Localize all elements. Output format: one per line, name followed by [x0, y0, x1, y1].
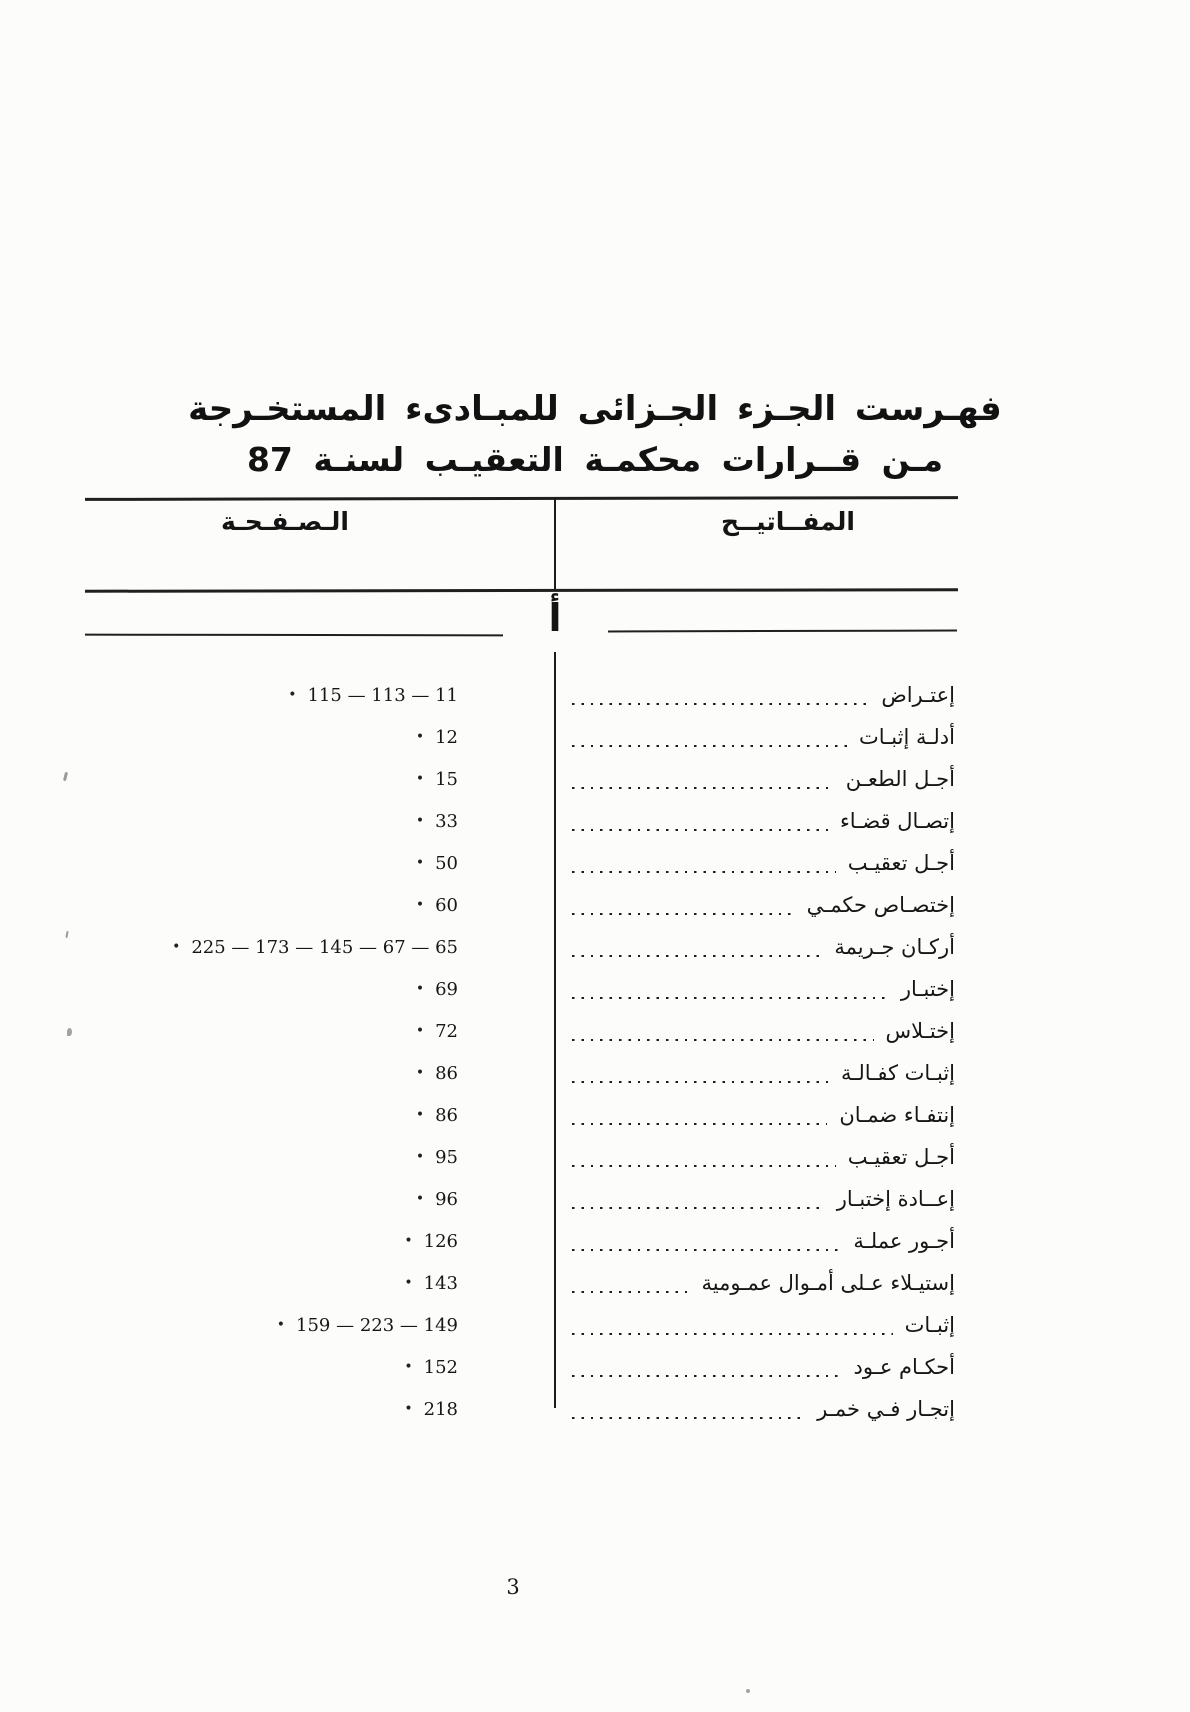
dotted-leader [572, 1417, 805, 1419]
entry-term-line [572, 758, 955, 800]
index-entry-row [0, 1136, 1190, 1178]
entry-term-line [572, 968, 955, 1010]
dotted-leader [572, 1291, 689, 1293]
bullet-dot: • [415, 1191, 425, 1207]
entry-page-numbers: 225 — 173 — 145 — 67 — 65 [191, 937, 458, 958]
entry-term-line [572, 1304, 955, 1346]
bullet-dot: • [288, 687, 297, 703]
entry-pages [85, 1178, 458, 1220]
entry-page-numbers: 69 [435, 979, 458, 1000]
entry-term: أجـل تعقيـب [847, 851, 955, 875]
entry-page-numbers: 95 [435, 1147, 458, 1168]
entry-page-numbers: 12 [435, 727, 458, 748]
scan-artifact [746, 1689, 750, 1693]
bullet-dot: • [415, 1149, 425, 1165]
index-entry-row [0, 1178, 1190, 1220]
entry-pages [85, 716, 458, 758]
index-entry-row [0, 1388, 1190, 1430]
index-entry-row [0, 968, 1190, 1010]
entry-page-numbers: 96 [435, 1189, 458, 1210]
bullet-dot: • [415, 897, 425, 913]
index-entry-row [0, 800, 1190, 842]
column-header-keys: المفــاتيــح [721, 507, 855, 536]
entry-pages [85, 1136, 458, 1178]
dotted-leader [572, 1207, 825, 1209]
index-entry-row [0, 716, 1190, 758]
entry-term-line [572, 674, 955, 716]
entry-term-line [572, 800, 955, 842]
dotted-leader [572, 1039, 874, 1041]
entry-term-line [572, 1094, 955, 1136]
dotted-leader [572, 955, 822, 957]
entry-term: إعتـراض [881, 683, 955, 707]
entry-pages [85, 1010, 458, 1052]
entry-page-numbers: 86 [435, 1063, 458, 1084]
entry-pages [85, 1052, 458, 1094]
bullet-dot: • [172, 939, 181, 955]
entry-term: أحكـام عـود [853, 1355, 955, 1379]
bullet-dot: • [415, 1107, 425, 1123]
bullet-dot: • [415, 729, 425, 745]
page-title [15, 383, 1175, 485]
entry-term: إثبـات كفـالـة [841, 1061, 955, 1085]
entry-page-numbers: 143 [423, 1273, 458, 1294]
dotted-leader [572, 829, 828, 831]
dotted-leader [572, 913, 795, 915]
section-divider-left-rule [85, 634, 503, 637]
index-entry-row [0, 1262, 1190, 1304]
entry-pages [85, 842, 458, 884]
index-entry-row [0, 674, 1190, 716]
entry-pages [85, 1304, 458, 1346]
entry-pages [85, 674, 458, 716]
index-entry-row [0, 1346, 1190, 1388]
entry-term-line [572, 842, 955, 884]
dotted-leader [572, 1081, 829, 1083]
entry-term-line [572, 1010, 955, 1052]
entry-pages [85, 968, 458, 1010]
entry-page-numbers: 218 [423, 1399, 458, 1420]
entry-pages [85, 1388, 458, 1430]
title-line-2: مـن قــرارات محكمـة التعقيـب لسنـة 87 [246, 440, 944, 479]
dotted-leader [572, 1123, 827, 1125]
index-entry-row [0, 758, 1190, 800]
entry-page-numbers: 159 — 223 — 149 [296, 1315, 458, 1336]
bullet-dot: • [415, 771, 425, 787]
table-header-bottom-rule [85, 588, 958, 593]
entry-pages [85, 1220, 458, 1262]
entry-term: إثبـات [904, 1313, 955, 1337]
entry-term-line [572, 1220, 955, 1262]
entry-term: أجـل الطعـن [845, 767, 955, 791]
entry-term-line [572, 1346, 955, 1388]
entry-term: إختصـاص حكمـي [806, 893, 955, 917]
bullet-dot: • [404, 1401, 413, 1417]
entry-term: إختـلاس [885, 1019, 955, 1043]
entry-term-line [572, 1052, 955, 1094]
entry-term: إختبـار [900, 977, 955, 1001]
entry-term-line [572, 926, 955, 968]
entry-pages [85, 926, 458, 968]
entry-term: أركـان جـريمة [834, 935, 955, 959]
column-header-page: الـصـفـحـة [221, 507, 349, 536]
dotted-leader [572, 745, 847, 747]
entry-pages [85, 1346, 458, 1388]
bullet-dot: • [415, 981, 425, 997]
entry-term: إتجـار فـي خمـر [817, 1397, 955, 1421]
entry-term-line [572, 1262, 955, 1304]
dotted-leader [572, 1165, 836, 1167]
bullet-dot: • [415, 1065, 425, 1081]
entry-page-numbers: 33 [435, 811, 458, 832]
entry-page-numbers: 15 [435, 769, 458, 790]
page-number: 3 [506, 1575, 520, 1599]
dotted-leader [572, 1375, 841, 1377]
bullet-dot: • [276, 1317, 286, 1333]
index-entry-row [0, 1052, 1190, 1094]
scan-artifact [67, 1028, 72, 1036]
entry-pages [85, 1094, 458, 1136]
bullet-dot: • [404, 1233, 413, 1249]
bullet-dot: • [415, 1023, 425, 1039]
dotted-leader [572, 703, 869, 705]
bullet-dot: • [404, 1359, 413, 1375]
entry-pages [85, 758, 458, 800]
index-entry-row [0, 884, 1190, 926]
dotted-leader [572, 871, 836, 873]
entry-page-numbers: 86 [435, 1105, 458, 1126]
entry-term: أجـل تعقيـب [847, 1145, 955, 1169]
dotted-leader [572, 787, 834, 789]
bullet-dot: • [404, 1275, 413, 1291]
entry-page-numbers: 115 — 113 — 11 [307, 685, 458, 706]
section-divider-right-rule [608, 630, 957, 633]
bullet-dot: • [415, 813, 425, 829]
index-entry-row [0, 1094, 1190, 1136]
entry-page-numbers: 126 [423, 1231, 458, 1252]
entry-pages [85, 1262, 458, 1304]
index-entry-row [0, 926, 1190, 968]
entry-page-numbers: 72 [435, 1021, 458, 1042]
entry-term: أجـور عملـة [853, 1229, 955, 1253]
entry-term: إتصـال قضـاء [839, 809, 955, 833]
entry-term: أدلـة إثبـات [858, 725, 955, 749]
index-entry-row [0, 1304, 1190, 1346]
entry-term-line [572, 1388, 955, 1430]
dotted-leader [572, 1249, 841, 1251]
title-line-1: فهـرست الجـزء الجـزائى للمبـادىء المستخـرجة [188, 389, 1002, 429]
entry-pages [85, 800, 458, 842]
entry-term-line [572, 1178, 955, 1220]
dotted-leader [572, 997, 889, 999]
index-entry-row [0, 1010, 1190, 1052]
entry-term: إستيـلاء عـلى أمـوال عمـومية [701, 1271, 955, 1295]
entry-term-line [572, 1136, 955, 1178]
entry-pages [85, 884, 458, 926]
entry-term-line [572, 716, 955, 758]
dotted-leader [572, 1333, 893, 1335]
entry-term-line [572, 884, 955, 926]
header-column-divider [554, 498, 556, 590]
section-letter-alef: أ [548, 596, 562, 640]
entry-page-numbers: 152 [423, 1357, 458, 1378]
bullet-dot: • [415, 855, 425, 871]
index-entry-row [0, 842, 1190, 884]
entry-page-numbers: 60 [435, 895, 458, 916]
entry-page-numbers: 50 [435, 853, 458, 874]
entry-term: إعــادة إختبـار [836, 1187, 955, 1211]
index-entry-row [0, 1220, 1190, 1262]
entry-term: إنتفـاء ضمـان [839, 1103, 955, 1127]
